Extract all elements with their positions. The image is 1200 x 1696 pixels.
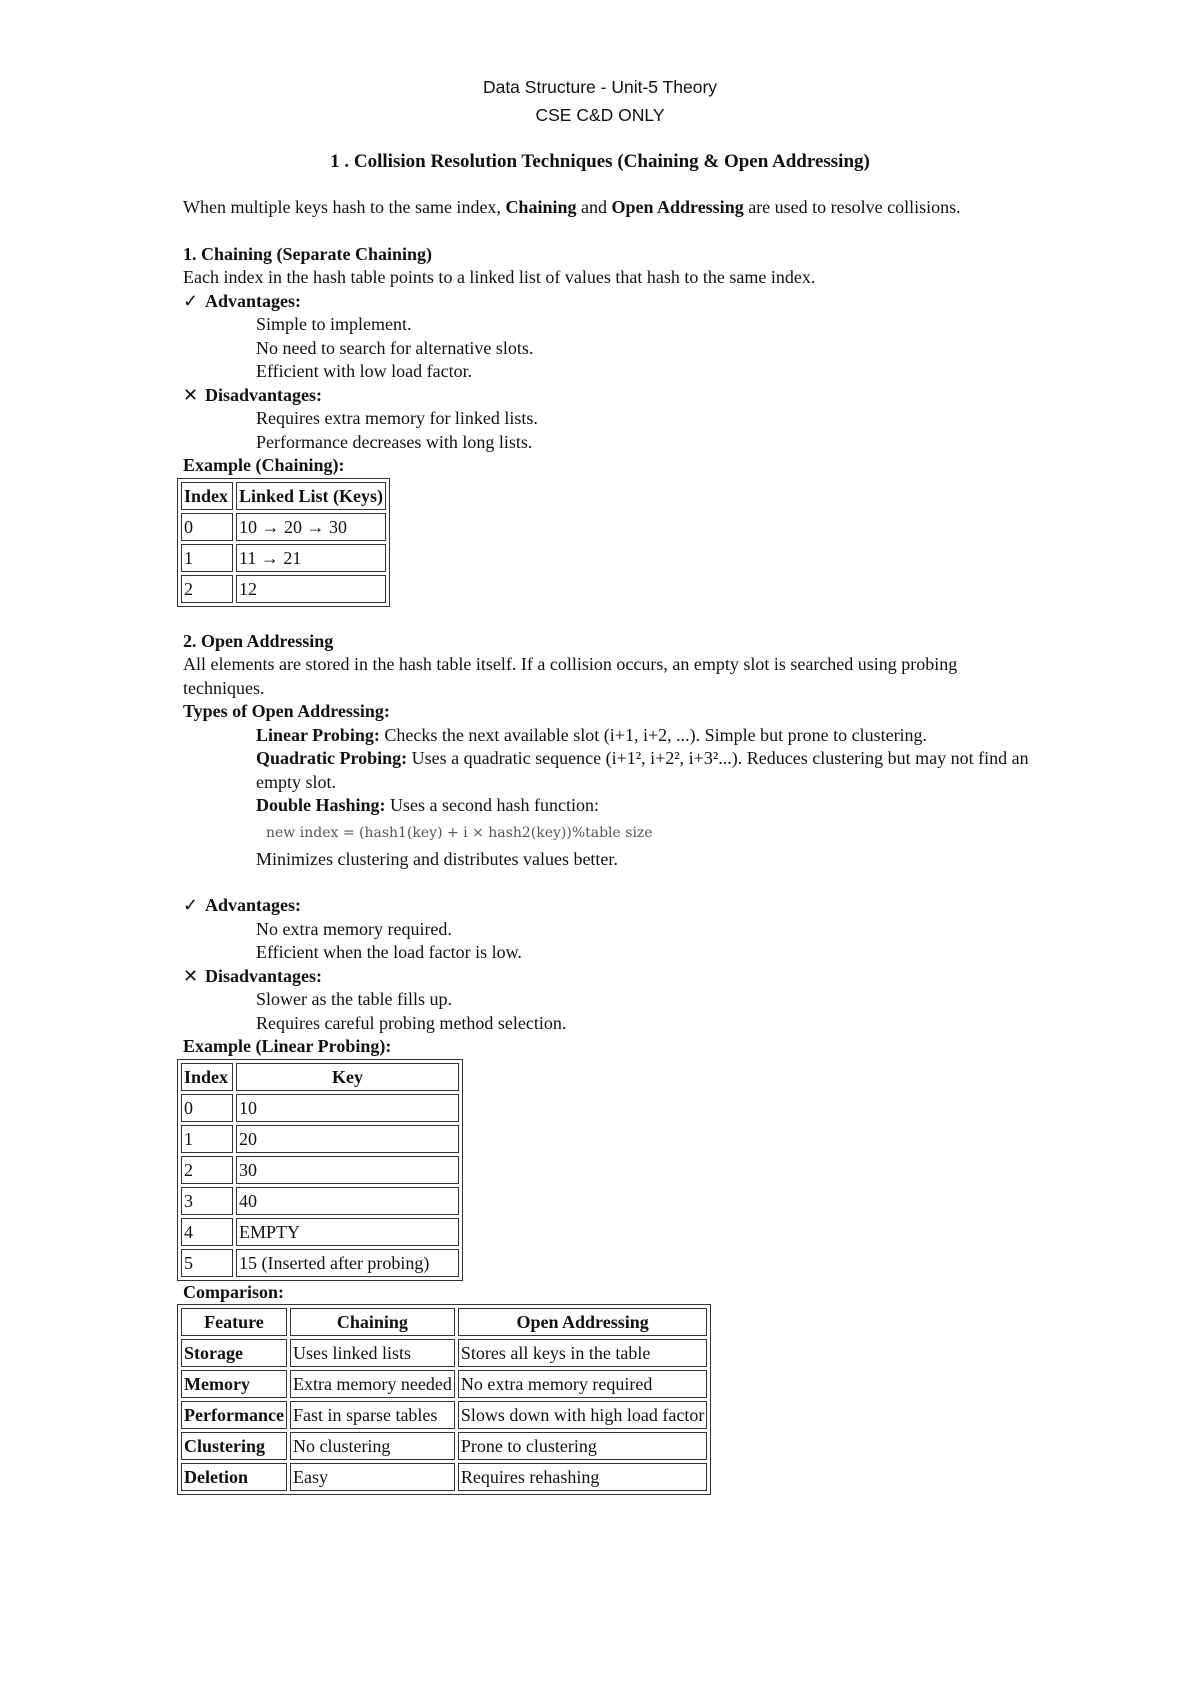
table-header-row — [181, 1063, 459, 1091]
table-cell: 0 — [181, 1094, 233, 1122]
type-name: Quadratic Probing: — [256, 748, 408, 768]
advantages-label-text: Advantages: — [205, 895, 302, 915]
type-double-hashing — [183, 794, 1033, 818]
linear-probing-example-label: Example (Linear Probing): — [183, 1036, 392, 1056]
comparison-table — [177, 1304, 711, 1495]
table-cell: 1 — [181, 544, 233, 572]
table-cell: Deletion — [181, 1463, 287, 1491]
linear-probing-example-table — [177, 1059, 463, 1281]
chaining-description: Each index in the hash table points to a linked list of values that hash to the same index. — [183, 267, 816, 287]
table-row — [181, 1094, 459, 1122]
table-row — [181, 1463, 707, 1491]
chaining-disadvantages-label — [183, 384, 1033, 408]
table-cell: 1 — [181, 1125, 233, 1153]
disadvantages-label-text: Disadvantages: — [205, 384, 323, 405]
chaining-advantage-item: Efficient with low load factor. — [256, 361, 473, 381]
table-cell: 40 — [236, 1187, 459, 1215]
double-hashing-formula: new index = (hash1(key) + i × hash2(key))%table size — [266, 824, 653, 841]
cross-icon: ✕ — [183, 965, 199, 986]
table-cell: Easy — [290, 1463, 455, 1491]
table-cell: 10 — [236, 1094, 459, 1122]
intro-text-3: are used to resolve collisions. — [743, 197, 961, 217]
intro-term-open-addressing: Open Addressing — [611, 197, 744, 217]
open-addressing-advantage-item: Efficient when the load factor is low. — [256, 942, 522, 962]
table-row — [181, 1339, 707, 1367]
document-title: Data Structure - Unit-5 Theory — [482, 77, 718, 97]
table-row — [181, 1370, 707, 1398]
comparison-label: Comparison: — [183, 1281, 285, 1302]
intro-text-1: When multiple keys hash to the same index, — [183, 197, 506, 217]
table-header-cell: Linked List (Keys) — [236, 482, 386, 510]
open-addressing-heading: 2. Open Addressing — [183, 630, 334, 651]
table-cell: 2 — [181, 575, 233, 603]
table-row — [181, 1218, 459, 1246]
chaining-disadvantage-item: Performance decreases with long lists. — [256, 431, 533, 452]
table-header-cell: Index — [181, 482, 233, 510]
open-addressing-disadvantage-item: Requires careful probing method selection. — [256, 1012, 567, 1033]
table-cell: Storage — [181, 1339, 287, 1367]
chaining-advantage-item: Simple to implement. — [256, 314, 412, 334]
table-row — [181, 1187, 459, 1215]
check-icon: ✓ — [183, 290, 199, 311]
advantages-label-text: Advantages: — [205, 290, 302, 311]
table-cell: Clustering — [181, 1432, 287, 1460]
table-cell: 15 (Inserted after probing) — [236, 1249, 459, 1277]
table-header-cell: Key — [236, 1063, 459, 1091]
chaining-disadvantage-item: Requires extra memory for linked lists. — [256, 408, 538, 428]
type-quadratic-probing — [183, 747, 1033, 794]
formula-note: Minimizes clustering and distributes values better. — [256, 848, 618, 869]
type-text: Checks the next available slot (i+1, i+2, ...). Simple but prone to clustering. — [379, 724, 928, 745]
disadvantages-label-text: Disadvantages: — [205, 965, 323, 986]
table-cell: 30 — [236, 1156, 459, 1184]
table-cell: 3 — [181, 1187, 233, 1215]
section-title: 1 . Collision Resolution Techniques (Chaining & Open Addressing) — [330, 151, 870, 172]
document-subtitle: CSE C&D ONLY — [535, 105, 665, 125]
table-header-row — [181, 1308, 707, 1336]
intro-term-chaining: Chaining — [505, 197, 577, 217]
table-cell: No extra memory required — [458, 1370, 707, 1398]
check-icon: ✓ — [183, 895, 199, 915]
type-name: Double Hashing: — [256, 795, 386, 815]
table-cell: Extra memory needed — [290, 1370, 455, 1398]
chaining-example-table — [177, 478, 390, 607]
chaining-advantage-item: No need to search for alternative slots. — [256, 337, 534, 358]
open-addressing-advantage-item: No extra memory required. — [256, 918, 452, 939]
table-cell: Fast in sparse tables — [290, 1401, 455, 1429]
table-cell: 11 → 21 — [236, 544, 386, 572]
open-addressing-description: All elements are stored in the hash table itself. If a collision occurs, an empty slot is searched using probing techniques. — [183, 654, 958, 698]
table-header-cell: Open Addressing — [458, 1308, 707, 1336]
table-row — [181, 1249, 459, 1277]
table-row — [181, 1432, 707, 1460]
table-row — [181, 575, 386, 603]
table-cell: EMPTY — [236, 1218, 459, 1246]
type-linear-probing — [183, 724, 1033, 748]
table-row — [181, 1156, 459, 1184]
cross-icon: ✕ — [183, 384, 199, 405]
table-cell: Requires rehashing — [458, 1463, 707, 1491]
chaining-example-label: Example (Chaining): — [183, 455, 345, 475]
chaining-heading: 1. Chaining (Separate Chaining) — [183, 243, 433, 264]
table-cell: 0 — [181, 513, 233, 541]
table-row — [181, 513, 386, 541]
table-cell: No clustering — [290, 1432, 455, 1460]
table-header-cell: Feature — [181, 1308, 287, 1336]
table-cell: 12 — [236, 575, 386, 603]
document-body — [183, 196, 1033, 1495]
table-row — [181, 1401, 707, 1429]
table-cell: Memory — [181, 1370, 287, 1398]
table-cell: Performance — [181, 1401, 287, 1429]
open-addressing-disadvantages-label — [183, 965, 1033, 989]
table-header-row — [181, 482, 386, 510]
open-addressing-advantages-label — [183, 894, 1033, 918]
table-row — [181, 1125, 459, 1153]
intro-paragraph — [183, 196, 1033, 220]
type-name: Linear Probing: — [256, 724, 380, 745]
table-cell: Uses linked lists — [290, 1339, 455, 1367]
types-label: Types of Open Addressing: — [183, 701, 390, 721]
table-cell: 20 — [236, 1125, 459, 1153]
open-addressing-disadvantage-item: Slower as the table fills up. — [256, 989, 452, 1009]
type-text: Uses a quadratic sequence (i+1², i+2², i+3²...). Reduces clustering but may not find an empty slot. — [256, 748, 1029, 792]
table-row — [181, 544, 386, 572]
intro-text-2: and — [576, 197, 612, 217]
table-cell: 2 — [181, 1156, 233, 1184]
table-cell: 5 — [181, 1249, 233, 1277]
table-cell: 10 → 20 → 30 — [236, 513, 386, 541]
table-header-cell: Index — [181, 1063, 233, 1091]
table-cell: Slows down with high load factor — [458, 1401, 707, 1429]
table-header-cell: Chaining — [290, 1308, 455, 1336]
type-text: Uses a second hash function: — [385, 795, 599, 815]
table-cell: Prone to clustering — [458, 1432, 707, 1460]
chaining-advantages-label — [183, 290, 1033, 314]
table-cell: Stores all keys in the table — [458, 1339, 707, 1367]
table-cell: 4 — [181, 1218, 233, 1246]
